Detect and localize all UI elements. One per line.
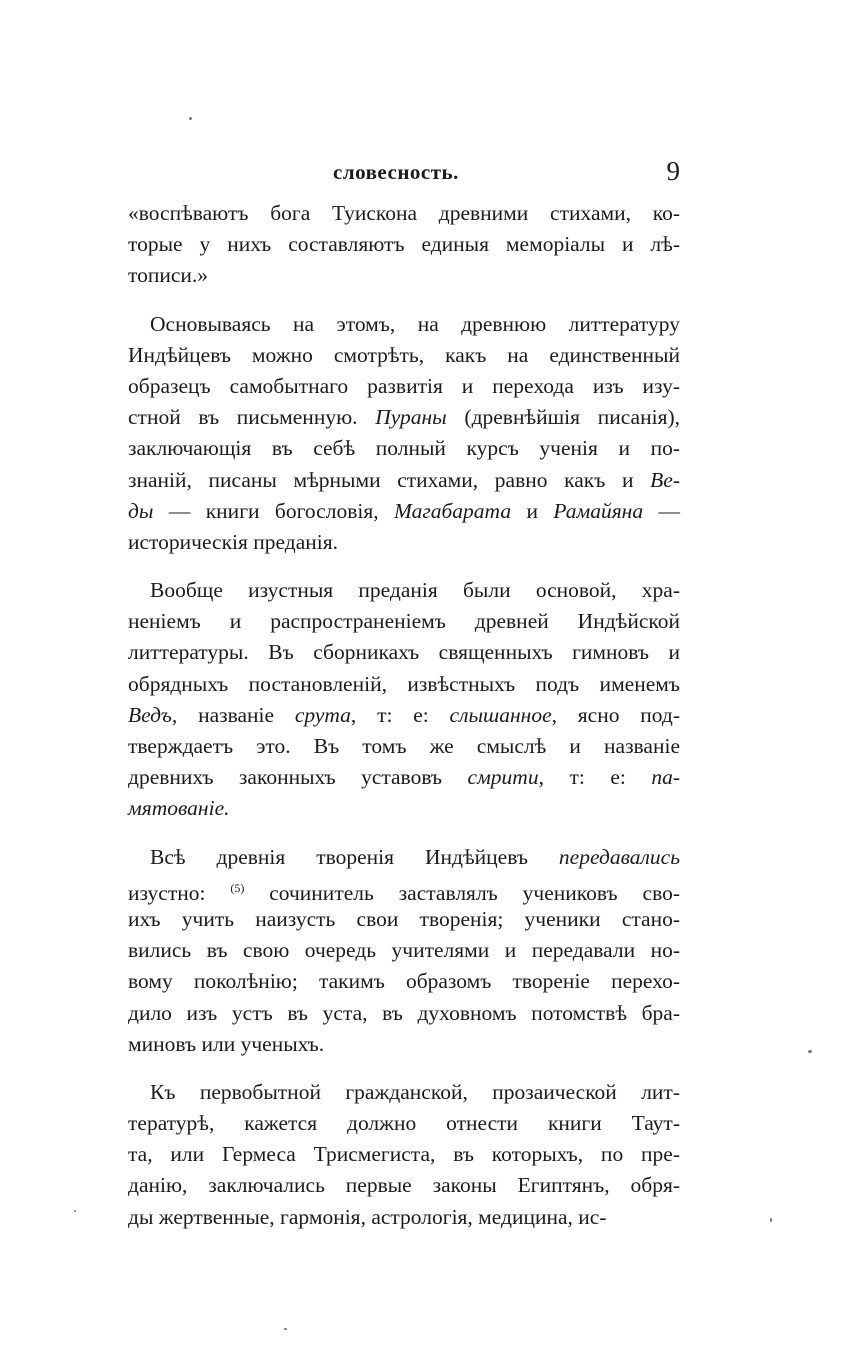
text-line <box>128 966 680 997</box>
text-line <box>128 842 680 873</box>
running-title: словесность. <box>333 160 459 184</box>
italic-term: Рамайяна <box>553 498 644 523</box>
text-run: древнихъ законныхъ уставовъ <box>128 765 468 790</box>
text-run: изустно: <box>128 880 231 905</box>
paragraph <box>128 1077 680 1233</box>
text-run: , т: е: <box>538 765 652 790</box>
text-line <box>128 793 680 824</box>
footnote-ref: (5) <box>230 880 245 895</box>
text-run: знаній, писаны мѣрными стихами, равно какъ и <box>128 467 651 492</box>
text-line <box>128 873 680 904</box>
paragraph-gap <box>128 1060 680 1077</box>
paragraph <box>128 309 680 559</box>
text-line <box>128 1077 680 1108</box>
text-run: сочинитель заставлялъ учениковъ сво- <box>244 880 680 905</box>
text-run: дило изъ устъ въ уста, въ духовномъ потомствѣ бра- <box>128 1000 680 1025</box>
text-run: вому поколѣнію; такимъ образомъ твореніе перехо- <box>128 969 680 994</box>
text-run: ихъ учить наизусть свои творенія; ученики стано- <box>128 906 680 931</box>
text-line <box>128 496 680 527</box>
text-line <box>128 1139 680 1170</box>
italic-term: передавались <box>558 844 680 869</box>
text-line <box>128 260 680 291</box>
text-run: заключающія въ себѣ полный курсъ ученія и по- <box>128 436 680 461</box>
text-line <box>128 402 680 433</box>
text-run: , т: е: <box>350 702 450 727</box>
text-line <box>128 229 680 260</box>
page-number: 9 <box>666 156 680 186</box>
italic-term: ды <box>128 498 154 523</box>
text-line <box>128 606 680 637</box>
text-run: литтературы. Въ сборникахъ священныхъ гимновъ и <box>128 640 680 665</box>
italic-term: смрити <box>467 765 539 790</box>
text-run: та, или Гермеса Трисмегиста, въ которыхъ, по пре- <box>128 1142 680 1167</box>
text-run: — <box>643 498 681 523</box>
paragraph-gap <box>128 558 680 575</box>
text-line <box>128 1170 680 1201</box>
text-run: Всѣ древнія творенія Индѣйцевъ <box>150 844 559 869</box>
text-run: Вообще изустныя преданія были основой, хра- <box>150 578 680 603</box>
text-line <box>128 669 680 700</box>
text-line <box>128 575 680 606</box>
body-text <box>128 198 680 1233</box>
text-run: вились въ свою очередь учителями и передавали но- <box>128 938 680 963</box>
italic-term: Ве- <box>650 467 680 492</box>
text-run: данію, заключались первые законы Египтянъ, обря- <box>128 1173 680 1198</box>
italic-term: мятованіе. <box>128 796 230 821</box>
italic-term: срута <box>294 702 351 727</box>
text-line <box>128 1108 680 1139</box>
text-run: Индѣйцевъ можно смотрѣть, какъ на единственный <box>128 342 680 367</box>
scan-speck <box>770 1218 772 1222</box>
text-run: историческія преданія. <box>128 529 339 554</box>
paragraph <box>128 842 680 1060</box>
text-run: обрядныхъ постановленій, извѣстныхъ подъ именемъ <box>128 671 680 696</box>
text-run: тописи.» <box>128 263 209 288</box>
text-run: тературѣ, кажется должно отнести книги Таут- <box>128 1111 680 1136</box>
text-line <box>128 371 680 402</box>
text-line <box>128 309 680 340</box>
text-line <box>128 904 680 935</box>
text-run: , ясно под- <box>551 702 680 727</box>
text-run: тверждаетъ это. Въ томъ же смыслѣ и названіе <box>128 734 680 758</box>
text-line <box>128 731 680 762</box>
italic-term: па- <box>651 765 680 790</box>
text-line <box>128 1202 680 1233</box>
text-line <box>128 700 680 731</box>
text-run: — книги богословія, <box>153 498 394 523</box>
text-run: торые у нихъ составляютъ единыя меморіалы и лѣ- <box>128 232 680 257</box>
text-run: неніемъ и распространеніемъ древней Индѣйской <box>128 609 680 634</box>
text-run: , названіе <box>171 702 295 727</box>
scan-speck <box>74 1210 76 1212</box>
paragraph-gap <box>128 292 680 309</box>
text-line <box>128 935 680 966</box>
italic-term: Ведъ <box>128 702 172 727</box>
paragraph-gap <box>128 825 680 842</box>
text-run: «воспѣваютъ бога Туискона древними стихами, ко- <box>128 201 680 225</box>
text-line <box>128 465 680 496</box>
text-line <box>128 198 680 229</box>
italic-term: Пураны <box>375 405 447 430</box>
paragraph <box>128 198 680 292</box>
italic-term: Магабарата <box>393 498 512 523</box>
text-line <box>128 637 680 668</box>
text-run: ды жертвенные, гармонія, астрологія, медицина, ис- <box>128 1204 607 1229</box>
text-line <box>128 340 680 371</box>
scan-speck <box>189 117 192 120</box>
text-run: Къ первобытной гражданской, прозаической лит- <box>150 1079 680 1104</box>
scan-speck <box>808 1050 812 1053</box>
text-line <box>128 527 680 558</box>
text-line <box>128 433 680 464</box>
text-run: Основываясь на этомъ, на древнюю литтературу <box>150 311 680 336</box>
text-run: стной въ письменную. <box>128 405 376 430</box>
text-run: (древнѣйшія писанія), <box>446 405 680 430</box>
text-run: миновъ или ученыхъ. <box>128 1031 325 1056</box>
text-run: образецъ самобытнаго развитія и перехода изъ изу- <box>128 373 680 398</box>
text-line <box>128 1029 680 1060</box>
page-header <box>128 158 684 188</box>
text-line <box>128 762 680 793</box>
text-line <box>128 998 680 1029</box>
italic-term: слышанное <box>449 702 552 727</box>
scan-speck <box>284 1328 287 1330</box>
paragraph <box>128 575 680 825</box>
text-run: и <box>511 498 554 523</box>
